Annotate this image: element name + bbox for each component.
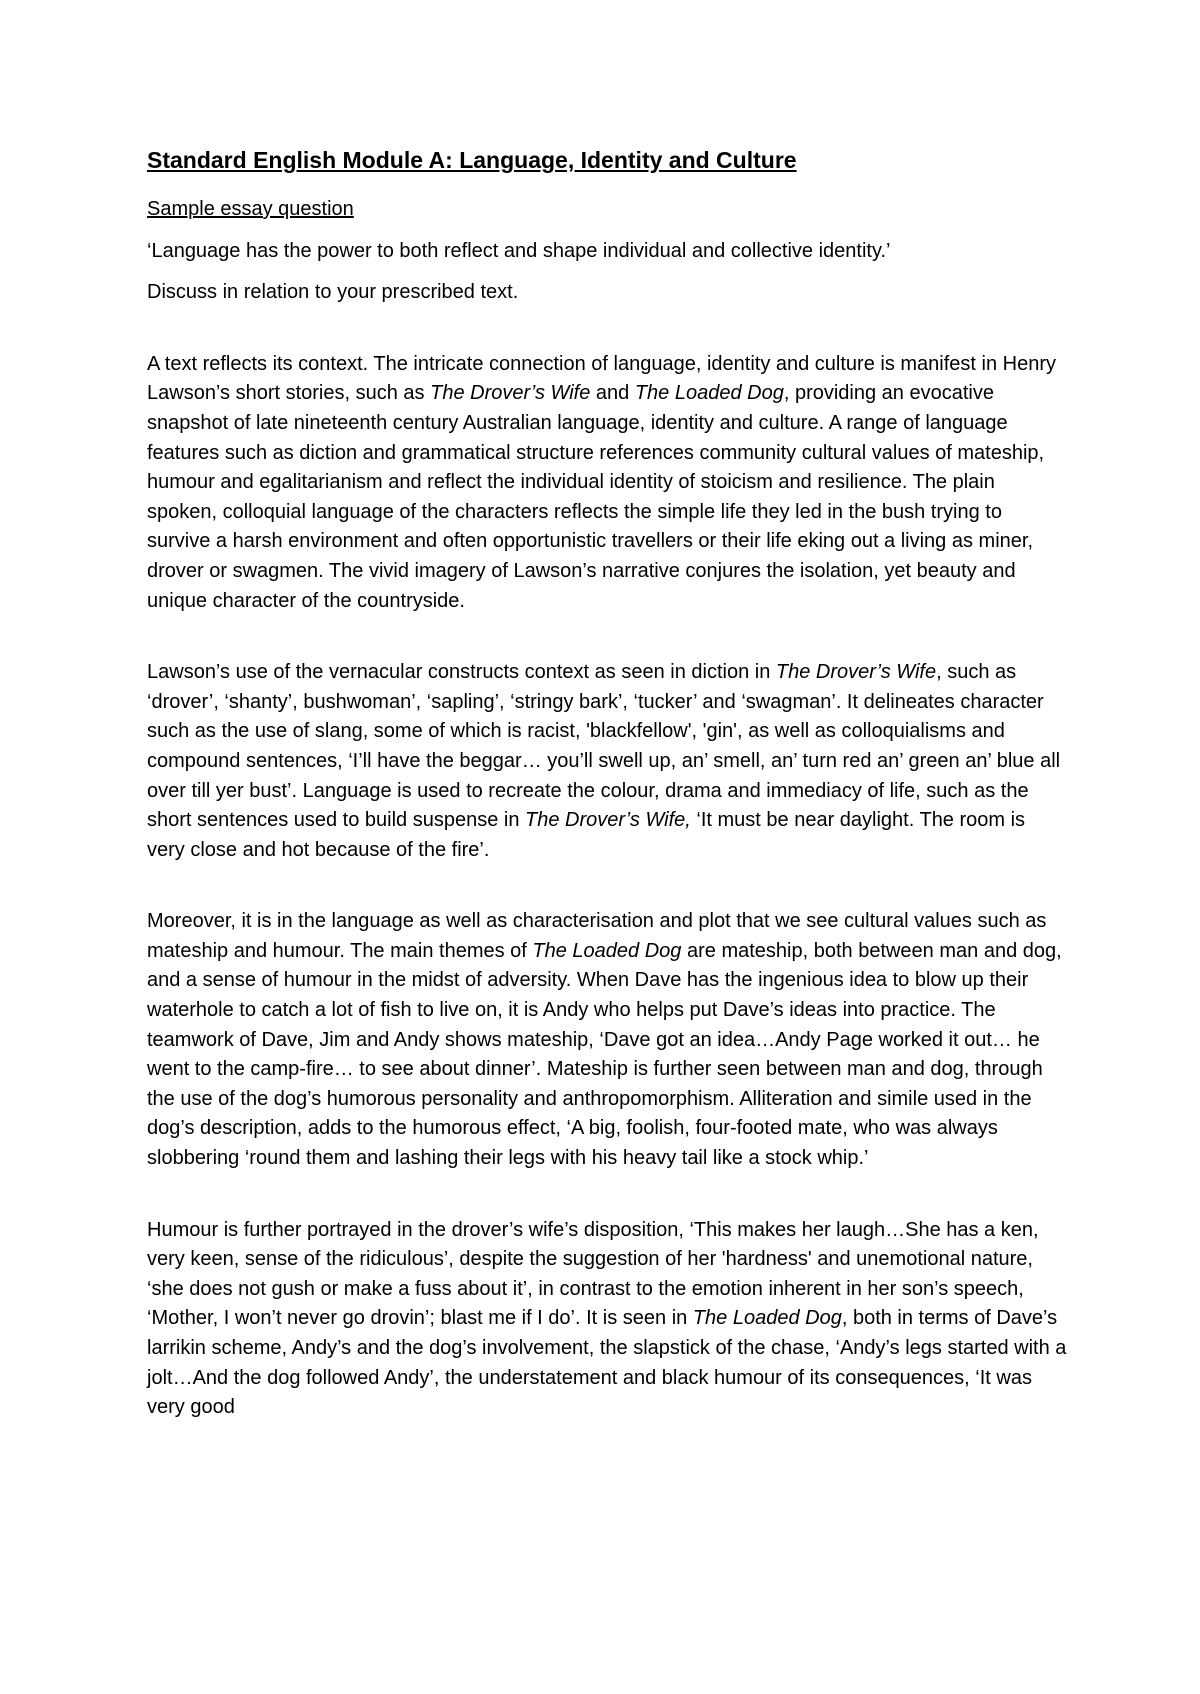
document-page xyxy=(147,145,1067,1465)
text-run: , both in terms of Dave’s larrikin scheme, Andy’s and the dog’s involvement, the slapstick of the chase, ‘Andy’s legs started with a jolt…And the dog followed Andy’, the understatement and black humour of its consequences, ‘It was very good xyxy=(147,1307,1067,1419)
text-title-italic: The Loaded Dog xyxy=(532,939,682,962)
paragraph-3 xyxy=(147,907,1067,1173)
text-title-italic: The Drover’s Wife xyxy=(775,661,937,684)
paragraph-1 xyxy=(147,350,1067,616)
text-run: are mateship, both between man and dog, and a sense of humour in the midst of adversity. When Dave has the ingenious idea to blow up their waterhole to catch a lot of fish to live on, it is Andy who helps put Dave’s ideas into practice. The teamwork of Dave, Jim and Andy shows mateship, ‘Dave got an idea…Andy Page worked it out… he went to the camp-fire… to see about dinner’. Mateship is further seen between man and dog, through the use of the dog’s humorous personality and anthropomorphism. Alliteration and simile used in the dog’s description, adds to the humorous effect, ‘A big, foolish, four-footed mate, who was always slobbering ‘round them and lashing their legs with his heavy tail like a stock whip.’ xyxy=(147,939,1062,1170)
document-title: Standard English Module A: Language, Identity and Culture xyxy=(147,147,797,173)
text-title-italic: The Loaded Dog xyxy=(692,1307,842,1330)
text-run: Moreover, it is in the language as well as characterisation and plot that we see cultural values such as mateship and humour. The main themes of xyxy=(147,910,1047,962)
text-run: ‘It must be near daylight. The room is very close and hot because of the fire’. xyxy=(147,809,1026,861)
text-title-italic: The Drover’s Wife xyxy=(430,382,591,405)
text-title-italic: The Drover’s Wife, xyxy=(525,809,691,832)
text-run: A text reflects its context. The intricate connection of language, identity and culture is manifest in Henry Lawson’s short stories, such as xyxy=(147,352,1057,405)
text-run: , providing an evocative snapshot of late nineteenth century Australian language, identity and culture. A range of language features such as diction and grammatical structure references community cultural values of mateship, humour and egalitarianism and reflect the individual identity of stoicism and resilience. The plain spoken, colloquial language of the characters reflects the simple life they led in the bush trying to survive a harsh environment and often opportunistic travellers or their life eking out a living as miner, drover or swagmen. The vivid imagery of Lawson’s narrative conjures the isolation, yet beauty and unique character of the countryside. xyxy=(147,382,1045,612)
essay-instruction: Discuss in relation to your prescribed text. xyxy=(147,281,519,304)
essay-question: ‘Language has the power to both reflect and shape individual and collective identity.’ xyxy=(147,239,891,262)
essay-question-heading: Sample essay question xyxy=(147,198,354,220)
text-run: Humour is further portrayed in the drover’s wife’s disposition, ‘This makes her laugh…She has a ken, very keen, sense of the ridiculous’, despite the suggestion of her 'hardness' and unemotional nature, ‘she does not gush or make a fuss about it’, in contrast to the emotion inherent in her son’s speech, ‘Mother, I won’t never go drovin’; blast me if I do’. It is seen in xyxy=(147,1218,1039,1330)
text-run: , such as ‘drover’, ‘shanty’, bushwoman’, ‘sapling’, ‘stringy bark’, ‘tucker’ and ‘swagman’. It delineates character such as the use of slang, some of which is racist, 'blackfellow', 'gin', as well as colloquialisms and compound sentences, ‘I’ll have the beggar… you’ll swell up, an’ smell, an’ turn red an’ green an’ blue all over till yer bust’. Language is used to recreate the colour, drama and immediacy of life, such as the short sentences used to build suspense in xyxy=(147,661,1061,832)
text-title-italic: The Loaded Dog xyxy=(634,382,784,405)
text-run: and xyxy=(590,382,635,405)
paragraph-2 xyxy=(147,658,1067,865)
paragraph-4 xyxy=(147,1216,1067,1423)
text-run: Lawson’s use of the vernacular constructs context as seen in diction in xyxy=(147,661,776,684)
